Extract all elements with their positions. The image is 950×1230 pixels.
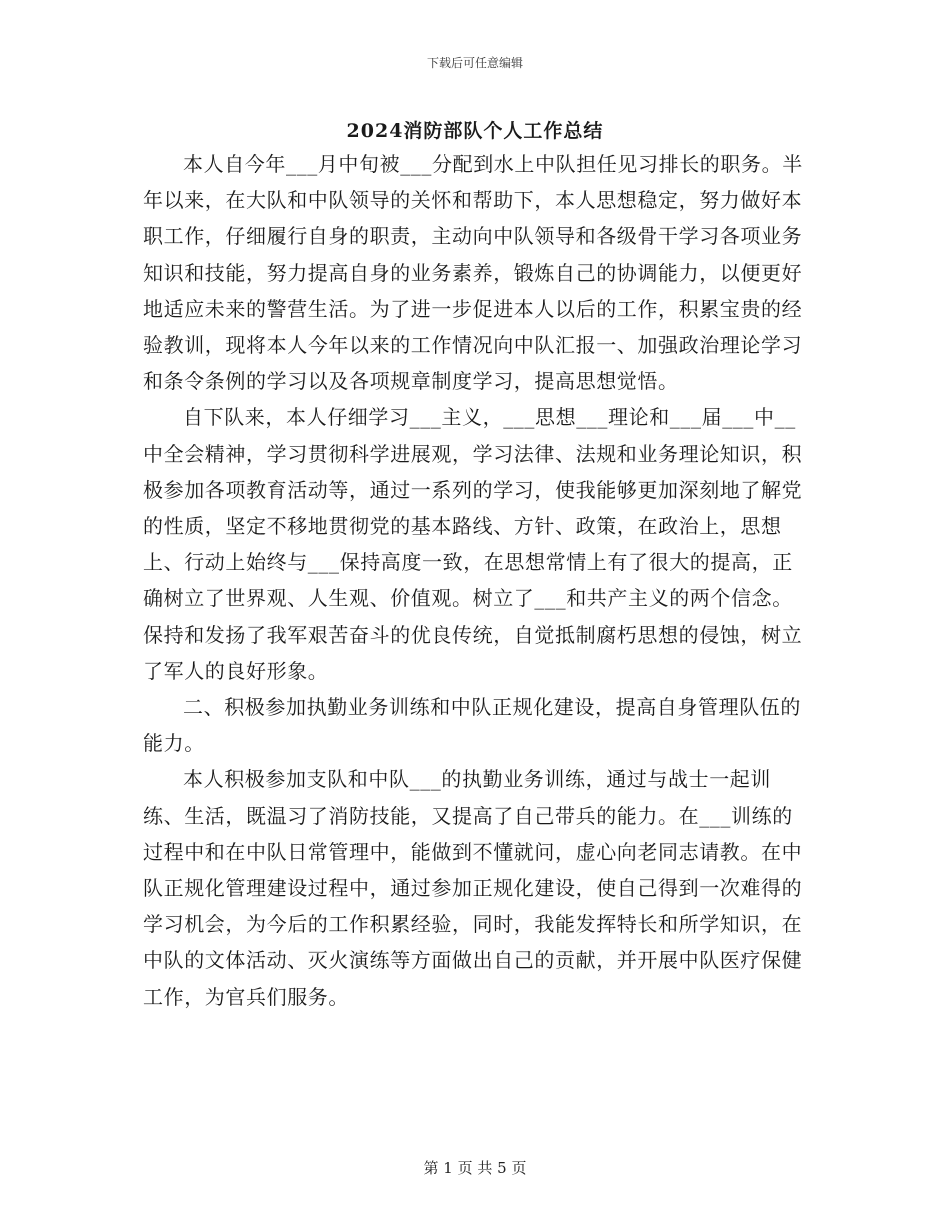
paragraph: 本人积极参加支队和中队___的执勤业务训练，通过与战士一起训练、生活，既温习了消防技能，又提高了自己带兵的能力。在___训练的过程中和在中队日常管理中，能做到不懂就问，虚心向老同志请教。在中队正规化管理建设过程中，通过参加正规化建设，使自己得到一次难得的学习机会，为今后的工作积累经验，同时，我能发挥特长和所学知识，在中队的文体活动、灭火演练等方面做出自己的贡献，并开展中队医疗保健工作，为官兵们服务。 (143, 767, 803, 1009)
page-number: 第 1 页 共 5 页 (423, 1159, 527, 1177)
header-note: 下载后可任意编辑 (426, 56, 523, 70)
paragraph: 本人自今年___月中旬被___分配到水上中队担任见习排长的职务。半年以来，在大队和中队领导的关怀和帮助下，本人思想稳定，努力做好本职工作，仔细履行自身的职责，主动向中队领导和各级骨干学习各项业务知识和技能，努力提高自身的业务素养，锻炼自己的协调能力，以便更好地适应未来的警营生活。为了进一步促进本人以后的工作，积累宝贵的经验教训，现将本人今年以来的工作情况向中队汇报一、加强政治理论学习和条令条例的学习以及各项规章制度学习，提高思想觉悟。 (143, 152, 803, 394)
paragraph: 二、积极参加执勤业务训练和中队正规化建设，提高自身管理队伍的能力。 (143, 695, 801, 756)
document-body (143, 146, 811, 1015)
paragraph: 自下队来，本人仔细学习___主义，___思想___理论和___届___中__中全会精神，学习贯彻科学进展观，学习法律、法规和业务理论知识，积极参加各项教育活动等，通过一系列的学习，使我能够更加深刻地了解党的性质，坚定不移地贯彻党的基本路线、方针、政策，在政治上，思想上、行动上始终与___保持高度一致，在思想常情上有了很大的提高，正确树立了世界观、人生观、价值观。树立了___和共产主义的两个信念。保持和发扬了我军艰苦奋斗的优良传统，自觉抵制腐朽思想的侵蚀，树立了军人的良好形象。 (143, 405, 803, 683)
document-title: 2024消防部队个人工作总结 (346, 120, 604, 142)
